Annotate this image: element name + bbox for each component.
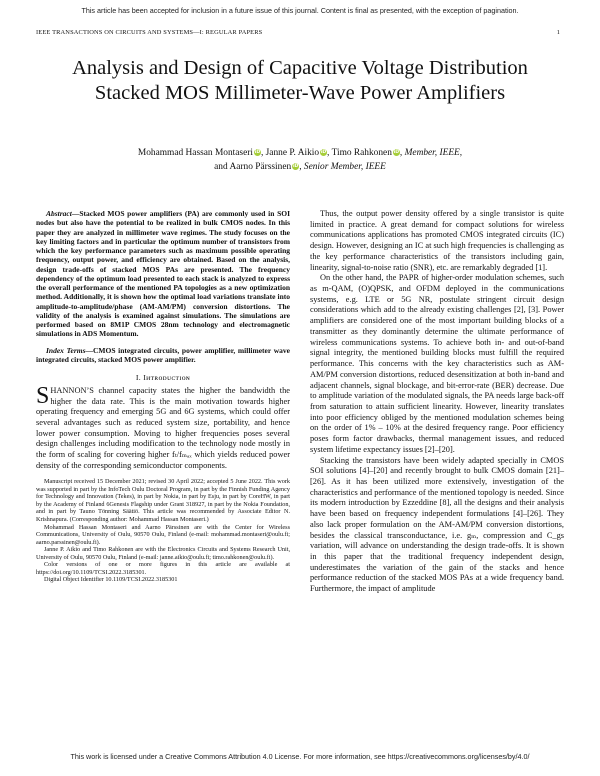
author-name: , Janne P. Aikio [260, 148, 320, 158]
orcid-icon[interactable]: iD [320, 150, 327, 155]
index-terms [36, 346, 290, 365]
orcid-icon[interactable]: iD [292, 164, 299, 169]
footnote: Manuscript received 15 December 2021; revised 30 April 2022; accepted 5 June 2022. This work was supported in part by the InfoTech Oulu Doctoral Program, in part by the Finnish Funding Agency for Technology and Innovation (Tekes), in part by Nokia, in part by Esju, in part by CoreHW, in part by the Academy of Finland 6Genesis Flagship under Grant 318927, in part by the Nokia Foundation, and in part by Tauno Tönning Säätiö. This article was recommended by Associate Editor N. Krishnapura. (Corresponding author: Mohammad Hassan Montaseri.) [36, 478, 290, 523]
running-head: IEEE TRANSACTIONS ON CIRCUITS AND SYSTEMS—I: REGULAR PAPERS [36, 29, 263, 36]
intro-text: HANNON’S channel capacity states the higher the bandwidth the higher the data rate. This is the main motivation towards higher operating frequency and emerging 5G and 6G systems, which could offer several advantages such as reduced system size, portability, and hence lower power consumption. Moving to higher frequencies poses several design challenges including modification to the technology node mostly in the form of scaling for covering higher fₜ/fₘₐₓ which yields reduced power density of the corresponding semiconductor components. [36, 386, 290, 470]
paper-title: Analysis and Design of Capacitive Voltage Distribution Stacked MOS Millimeter-Wave Power Amplifiers [72, 57, 528, 104]
left-column [36, 209, 290, 584]
intro-paragraph [36, 383, 290, 471]
orcid-icon[interactable]: iD [254, 150, 261, 155]
footnote: Digital Object Identifier 10.1109/TCSI.2022.3185301 [44, 576, 178, 584]
footnote: Mohammad Hassan Montaseri and Aarno Pärssinen are with the Center for Wireless Communications, University of Oulu, 90570 Oulu, Finland (e-mail: mohammad.montaseri@oulu.fi; aarno.parssinen@oulu.fi). [36, 523, 290, 546]
author-list [40, 146, 560, 174]
index-terms-label: Index Terms— [46, 345, 93, 355]
footnotes [36, 478, 290, 584]
drop-cap: S [36, 383, 50, 409]
body-paragraph: Thus, the output power density offered by a single transistor is quite limited in practice. A great demand for compact solutions for wireless communications applications has promoted CMOS integrated circuits (IC) design. However, designing an IC at such high frequencies is challenging as the key performance characteristics of the transistors including gain, linearity, signal-to-noise ratio (SNR), etc. are remarkably degraded [1]. [310, 209, 564, 272]
author-name: Mohammad Hassan Montaseri [137, 148, 253, 158]
body-paragraph: On the other hand, the PAPR of higher-order modulation schemes, such as m-QAM, (O)QPSK, and OFDM deployed in the communications systems, e.g. LTE or 5G NR, postulate stringent circuit design considerations which add to the already existing challenges [2], [3]. Power amplifiers are considered one of the most important building blocks of a transmitter as they dominantly determine the ultimate performance of wireless communications systems. To achieve both in- and out-of-band signal integrity, the mentioned building blocks must fulfill the required performance. This concerns with the key characteristics such as AM-AM/PM conversion distortions, reduced desensitization at both in-band and adjacent channels, signal blockage, and bit-error-rate (BER) decrease. Due to amplitude variation of the modulated signals, the PA needs large back-off from saturation to attain sufficient linearity. However, linearity translates into poor efficiency obliged by the mentioned modulation schemes being on the order of 1% – 10% at the desired frequency range. Poor efficiency poses form factor drawbacks, thermal management issues, and reduced system lifetime expectancy issues [2]–[20]. [310, 273, 564, 454]
author-membership: , Senior Member, IEEE [299, 162, 386, 172]
abstract-text: Stacked MOS power amplifiers (PA) are commonly used in SOI nodes but also have the potential to be realized in bulk CMOS nodes. In this paper they are analyzed in millimeter wave regimes. The study focuses on the key limiting factors and in particular the optimum number of transistors from which the key performance parameters such as maximum possible operating frequency, output power, and efficiency are obtained. Based on the analysis, design trade-offs of stacked MOS PAs are presented. The frequency dependency of the optimum load presented to each stack is analyzed to express the overall performance of the mentioned PA topologies as a new optimization method. Additionally, it is shown how the optimal load variations translate into amplitude-to-amplitude/phase (AM-AM/PM) conversion distortions. The validity of the analysis is examined against simulations. The simulations are performed based on 8M1P CMOS 28nm technology and electromagnetic simulations in ADS Momentum. [36, 209, 290, 339]
orcid-icon[interactable]: iD [393, 150, 400, 155]
author-name: and Aarno Pärssinen [214, 162, 292, 172]
section-heading: I. Iᴎᴛʀᴏᴅᴜᴄᴛɪᴏɴ [135, 373, 191, 382]
body-paragraph: Stacking the transistors have been widely adapted specially in CMOS SOI solutions [4]–[20] and recently brought to bulk CMOS domain [21]–[26]. As it has been utilized more extensively, investigation of the characteristics and performance of the mentioned topology is needed. Since its modern introduction by Ezzeddine [8], all the designs and their analysis have been based on frequency independent formulations [4]–[26]. They also lack proper formulation on the AM-AM/PM conversion distortions, besides the classical transconductance, i.e. gₘ, compression and C_gs variation, will advance on understanding the design trade-offs. It is shown in this paper that the traditional frequency independent design, underestimates the variation of the gain of the stacks and hence performance reduction of the stacked MOS PAs at a wide frequency band. Furthermore, the impact of amplitude [310, 455, 564, 594]
author-membership: , Member, IEEE, [399, 148, 463, 158]
license-footer: This work is licensed under a Creative Commons Attribution 4.0 License. For more information, see https://creativecommons.org/licenses/by/4.0/ [70, 752, 530, 761]
index-terms-text: CMOS integrated circuits, power amplifier, millimeter wave integrated circuits, stacked MOS power amplifier. [36, 345, 291, 364]
abstract [36, 209, 290, 339]
footnote: Janne P. Aikio and Timo Rahkonen are with the Electronics Circuits and Systems Research Unit, University of Oulu, 90570 Oulu, Finland (e-mail: janne.aikio@oulu.fi; timo.rahkonen@oulu.fi). [36, 546, 290, 561]
acceptance-banner: This article has been accepted for inclusion in a future issue of this journal. Content is final as presented, with the exception of pagination. [81, 6, 519, 15]
abstract-label: Abstract— [46, 209, 80, 218]
page-number: 1 [556, 29, 560, 36]
footnote: Color versions of one or more figures in this article are available at https://doi.org/10.1109/TCSI.2022.3185301. [36, 561, 290, 576]
right-column [310, 209, 564, 595]
author-name: , Timo Rahkonen [327, 148, 392, 158]
